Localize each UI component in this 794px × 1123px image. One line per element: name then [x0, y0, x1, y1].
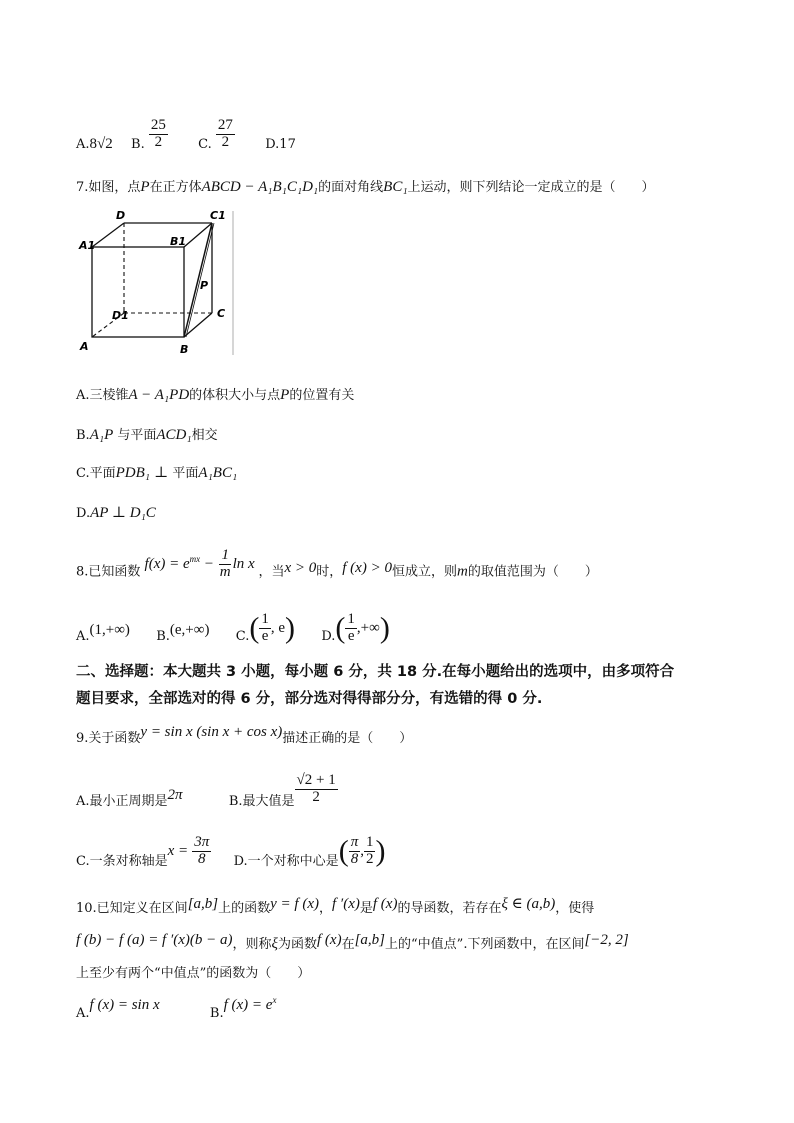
q9-option-d: D.一个对称中心是( $\frac{\pi}{8}$ , $\frac{1}{2}$ ) [233, 834, 386, 869]
q10-line-3: 上至少有两个“中值点”的函数为（ ） [76, 966, 311, 981]
q9-options-row-1 [76, 772, 338, 818]
q6-option-b-label: B. [131, 136, 145, 152]
q8-options-row [76, 611, 390, 653]
q8-option-b: B.(e,+∞) [156, 621, 210, 644]
q10-options-row [76, 995, 277, 1022]
label-d: D [116, 209, 126, 222]
cube-figure [76, 205, 238, 357]
q7-option-b: B.A₁P 与平面ACD₁相交 [76, 427, 218, 443]
q9-option-c: C.一条对称轴是x = $\frac{3\pi}{8}$ [76, 834, 210, 869]
q8-function: $f(x) = e^{mx}$ − $\frac{1}{m}$ ln x [144, 547, 255, 580]
q9-stem: 9.关于函数y = sin x (sin x + cos x)描述正确的是（ ） [76, 724, 413, 746]
q10-option-b: B.f $(x) = e^x$ [209, 995, 277, 1021]
label-b: B [180, 343, 189, 356]
q9-function: y = sin x (sin x + cos x) [140, 724, 283, 740]
section-2-heading-line-1: 二、选择题：本大题共 3 小题，每小题 6 分，共 18 分.在每小题给出的选项中，由多项符合 [76, 664, 675, 680]
section-2-heading-line-2: 题目要求，全部选对的得 6 分，部分选对得得部分分，有选错的得 0 分. [76, 691, 543, 707]
label-a: A [80, 340, 89, 353]
q9-option-a: A.最小正周期是2π [76, 786, 183, 809]
q10-line-2: f (b) − f (a) = f ′(x)(b − a)，则称ξ为函数f (x)在[a,b]上的“中值点”.下列函数中，在区间[−2, 2] [76, 932, 629, 952]
q7-point-p: P [140, 179, 150, 195]
label-c: C [217, 307, 226, 320]
q10-line-1: 10.已知定义在区间[a,b]上的函数y = f (x)，f ′(x)是f (x)的导函数，若存在ξ ∈ (a,b)，使得 [76, 896, 595, 916]
q7-stem-text-3: 的面对角线 [318, 180, 384, 195]
q6-option-d: D.17 [265, 136, 296, 152]
label-d1: D1 [112, 309, 129, 322]
q7-cube-name: ABCD − A₁B₁C₁D₁ [201, 179, 319, 195]
q6-option-b-fraction: $\frac{25}{2}$ [150, 117, 166, 150]
q7-stem-text-4: 上运动，则下列结论一定成立的是（ ） [407, 180, 655, 195]
q7-stem [76, 176, 655, 196]
q6-option-a-label: A. [76, 136, 90, 152]
q10-option-a: A.f (x) = sin x [76, 997, 160, 1021]
q7-stem-text-2: 在正方体 [149, 180, 202, 195]
q6-option-a-value: 8√2 [89, 135, 113, 152]
q7-option-c: C.平面PDB₁ ⊥ 平面A₁BC₁ [76, 465, 238, 481]
q8-stem-text-1: 8.已知函数 [76, 564, 141, 580]
label-b1: B1 [170, 235, 187, 248]
label-p: P [200, 279, 209, 292]
q8-option-a: A.(1,+∞) [76, 621, 130, 644]
q9-option-b: B.最大值是 $\frac{√2 + 1}{2}$ [228, 772, 336, 809]
label-a1: A1 [79, 239, 96, 252]
q7-stem-text-1: 7.如图，点 [76, 180, 141, 195]
q7-option-a: A.三棱锥A − A₁PD的体积大小与点P的位置有关 [76, 387, 355, 403]
q6-option-c-label: C. [198, 136, 212, 152]
q6-options-row [76, 117, 296, 161]
q8-option-d: D.( $\frac{1}{e}$ ,+∞) [321, 611, 390, 645]
q9-options-row-2 [76, 834, 386, 878]
q7-diagonal: BC₁ [383, 179, 408, 195]
q8-option-c: C.( $\frac{1}{e}$ , e) [235, 611, 296, 645]
q7-option-d: D.AP ⊥ D₁C [76, 505, 156, 521]
q8-stem: 8.已知函数 $f(x) = e^{mx}$ − $\frac{1}{m}$ ln x ，当x > 0时，f (x) > 0恒成立，则m的取值范围为（ ） [76, 547, 598, 580]
q6-option-c-fraction: $\frac{27}{2}$ [217, 117, 233, 150]
label-c1: C1 [210, 209, 226, 222]
